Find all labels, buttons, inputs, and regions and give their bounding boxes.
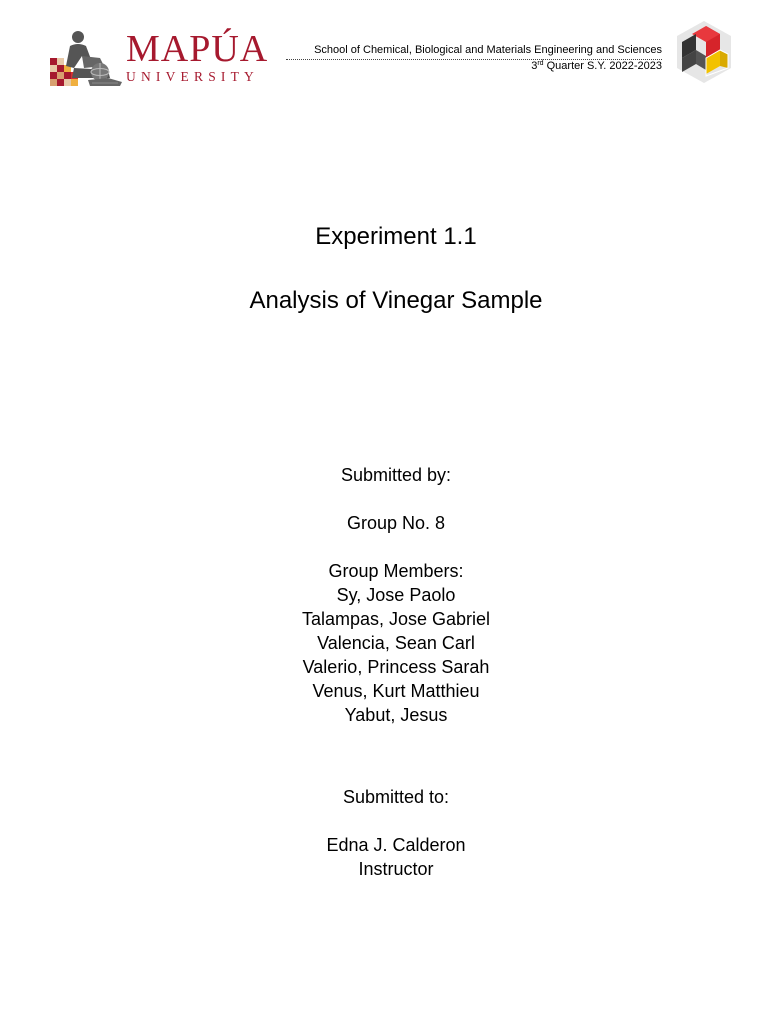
mapua-emblem-icon: [48, 28, 124, 88]
instructor-name: Edna J. Calderon: [326, 835, 466, 855]
university-subtitle: UNIVERSITY: [126, 69, 259, 84]
group-members-label: Group Members:: [328, 561, 464, 581]
school-info: [286, 44, 662, 73]
member-name: Sy, Jose Paolo: [336, 585, 456, 605]
member-name: Valerio, Princess Sarah: [302, 657, 490, 677]
university-name: MAPÚA: [126, 28, 269, 70]
member-name: Venus, Kurt Matthieu: [312, 681, 480, 701]
mapua-university-logo: [48, 24, 278, 90]
experiment-title: Analysis of Vinegar Sample: [249, 287, 543, 314]
group-number: Group No. 8: [346, 513, 446, 533]
school-year: 3rd Quarter S.Y. 2022-2023: [531, 59, 662, 72]
member-name: Talampas, Jose Gabriel: [301, 609, 491, 629]
department-hexagon-logo-icon: [674, 20, 734, 84]
member-name: Yabut, Jesus: [344, 705, 448, 725]
experiment-number: Experiment 1.1: [315, 223, 477, 250]
member-name: Valencia, Sean Carl: [317, 633, 475, 653]
submitted-by-label: Submitted by:: [340, 465, 452, 485]
mapua-wordmark: [126, 30, 268, 84]
instructor-role: Instructor: [358, 859, 434, 879]
page-header: [0, 0, 768, 100]
submitted-to-label: Submitted to:: [342, 787, 450, 807]
submission-details: [0, 463, 768, 881]
document-title: [0, 220, 768, 318]
school-name: School of Chemical, Biological and Materials Engineering and Sciences: [286, 44, 662, 60]
